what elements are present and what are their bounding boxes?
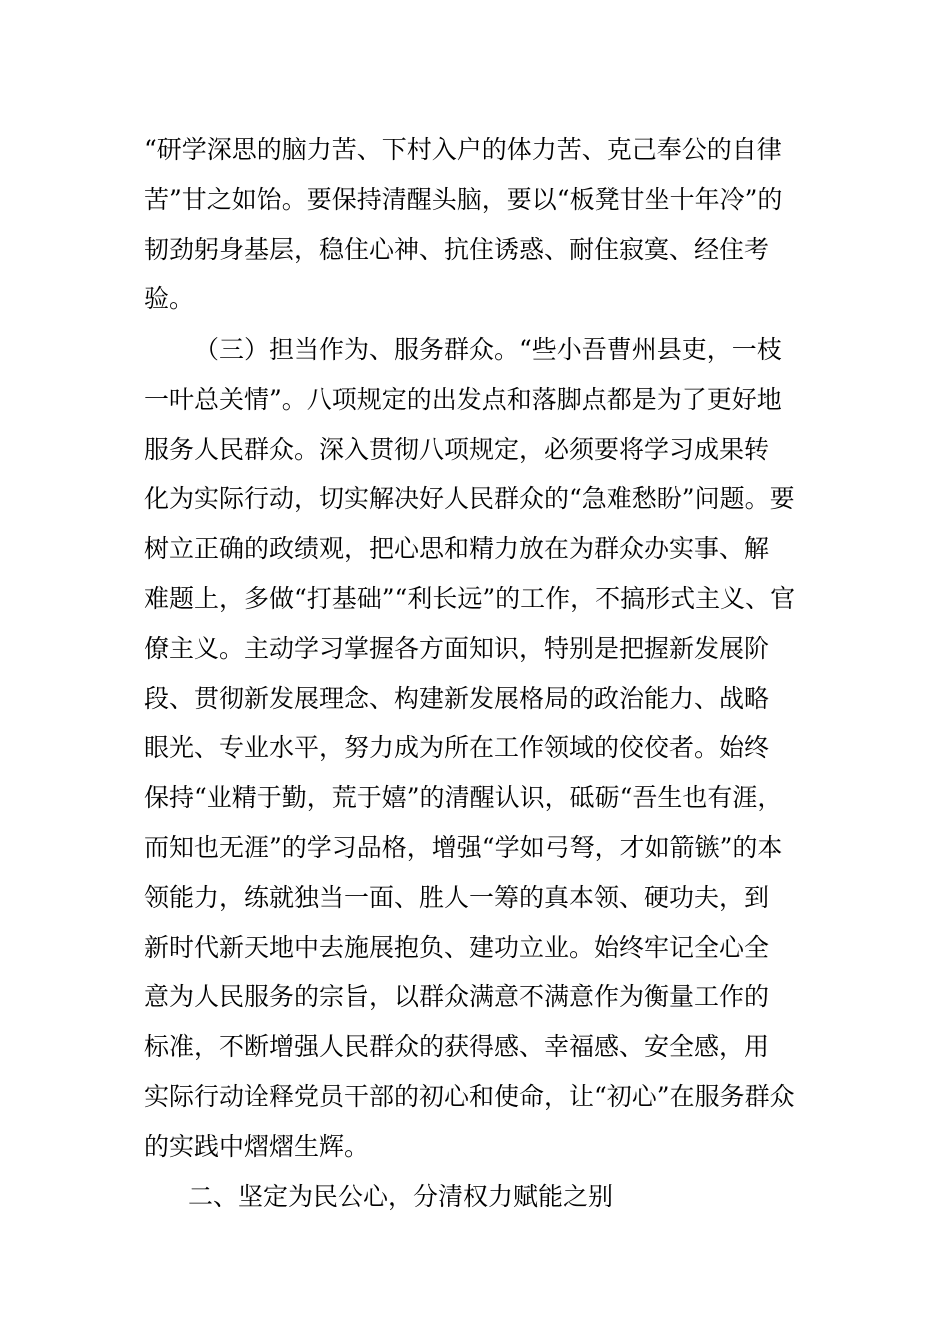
text-line: 服务人民群众。深入贯彻八项规定，必须要将学习成果转 xyxy=(144,434,770,464)
text-line: 树立正确的政绩观，把心思和精力放在为群众办实事、解 xyxy=(144,534,770,564)
paragraph-continued xyxy=(144,125,804,324)
text-line: 韧劲躬身基层，稳住心神、抗住诱惑、耐住寂寞、经住考 xyxy=(144,234,770,264)
text-line: “研学深思的脑力苦、下村入户的体力苦、克己奉公的自律 xyxy=(144,135,782,164)
section-heading: 二、坚定为民公心，分清权力赋能之别 xyxy=(188,1182,614,1211)
text-line: 一叶总关情”。八项规定的出发点和落脚点都是为了更好地 xyxy=(144,384,782,414)
text-line: 眼光、专业水平，努力成为所在工作领域的佼佼者。始终 xyxy=(144,733,770,763)
text-line: 僚主义。主动学习掌握各方面知识，特别是把握新发展阶 xyxy=(144,633,770,663)
text-line: 领能力，练就独当一面、胜人一筹的真本领、硬功夫，到 xyxy=(144,882,770,912)
text-line: 标准，不断增强人民群众的获得感、幸福感、安全感，用 xyxy=(144,1032,770,1062)
text-line: 意为人民服务的宗旨，以群众满意不满意作为衡量工作的 xyxy=(144,982,770,1012)
text-line: 苦”甘之如饴。要保持清醒头脑，要以“板凳甘坐十年冷”的 xyxy=(144,184,783,214)
text-line: 保持“业精于勤，荒于嬉”的清醒认识，砥砺“吾生也有涯， xyxy=(144,783,783,813)
text-line: 段、贯彻新发展理念、构建新发展格局的政治能力、战略 xyxy=(144,683,770,713)
paragraph-section-three xyxy=(144,325,804,1172)
text-line: （三）担当作为、服务群众。“些小吾曹州县吏，一枝 xyxy=(194,335,782,364)
text-line: 验。 xyxy=(144,284,195,314)
text-line: 而知也无涯”的学习品格，增强“学如弓弩，才如箭镞”的本 xyxy=(144,832,783,862)
text-line: 的实践中熠熠生辉。 xyxy=(144,1131,370,1161)
text-line: 化为实际行动，切实解决好人民群众的“急难愁盼”问题。要 xyxy=(144,484,795,514)
text-line: 新时代新天地中去施展抱负、建功立业。始终牢记全心全 xyxy=(144,932,770,962)
text-line: 难题上，多做“打基础”“利长远”的工作，不搞形式主义、官 xyxy=(144,583,796,613)
text-line: 实际行动诠释党员干部的初心和使命，让“初心”在服务群众 xyxy=(144,1081,795,1111)
